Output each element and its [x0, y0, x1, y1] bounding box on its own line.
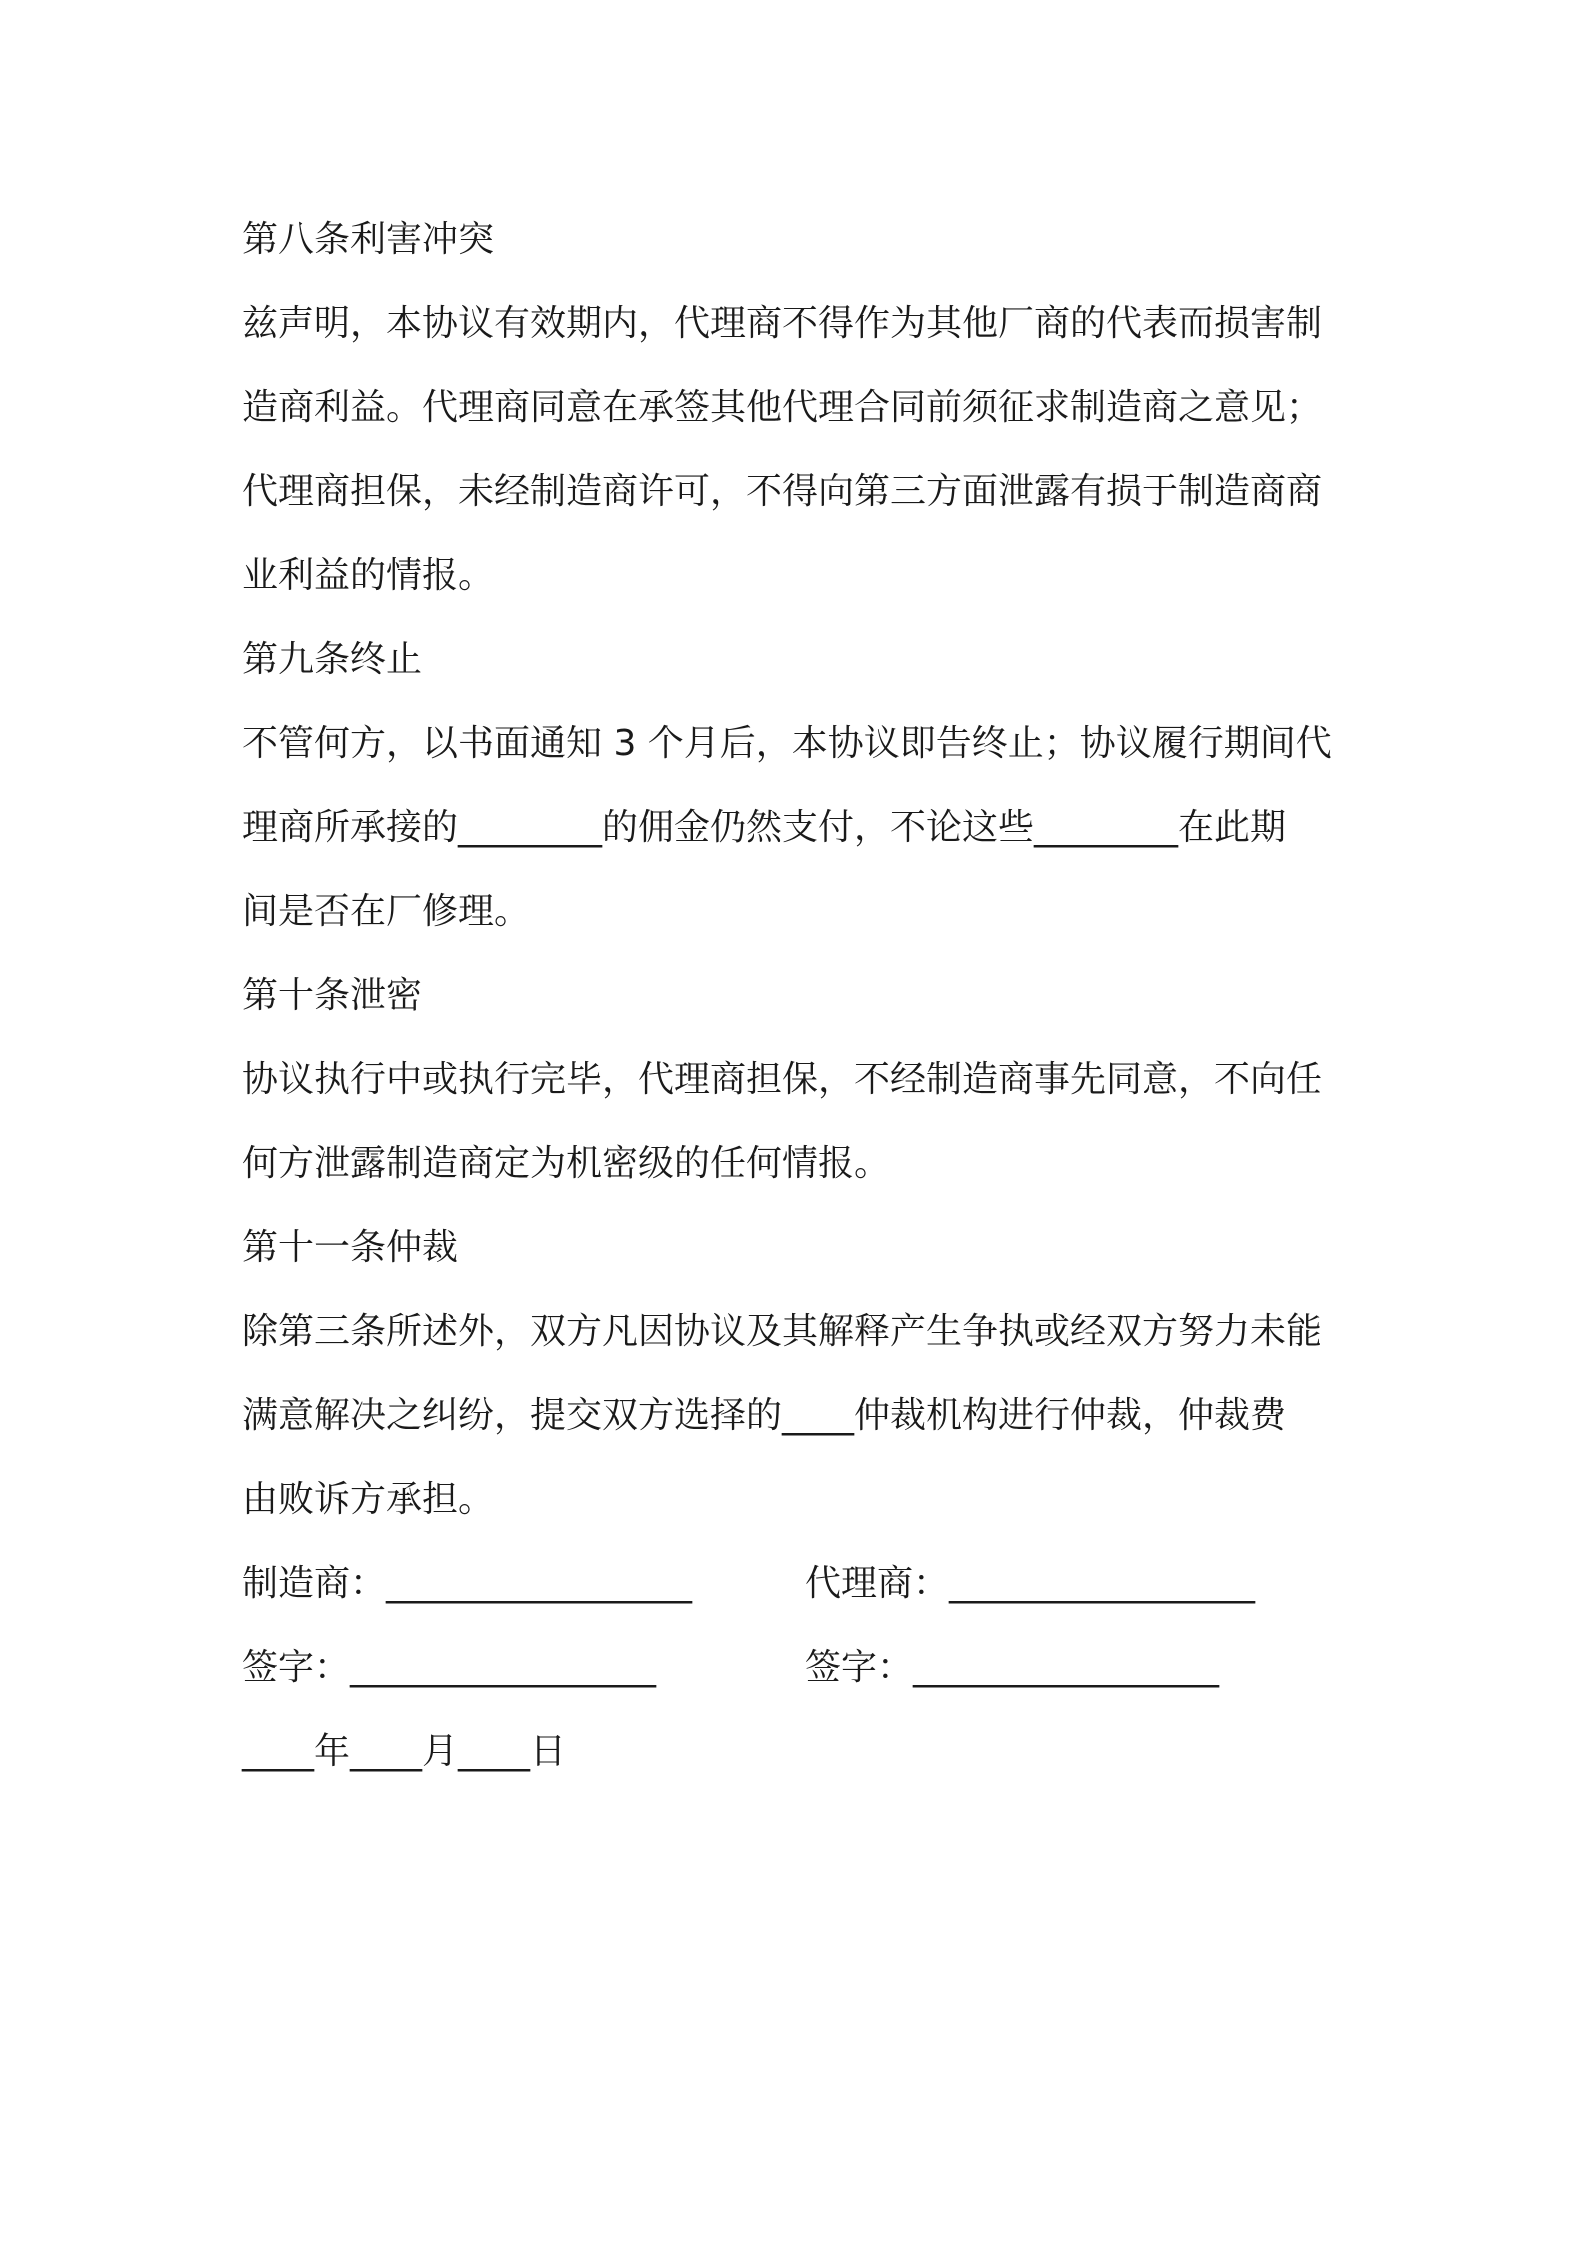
article-8-text-line: 造商利益。代理商同意在承签其他代理合同前须征求制造商之意见；: [242, 387, 1323, 428]
date-line: ____年____月____日: [242, 1731, 567, 1772]
article-8-text-line: 兹声明，本协议有效期内，代理商不得作为其他厂商的代表而损害制: [242, 303, 1323, 344]
article-9-text-line: 间是否在厂修理。: [242, 891, 531, 932]
article-11-text-line: 由败诉方承担。: [242, 1479, 495, 1520]
manufacturer-signature-field: 签字：_________________: [242, 1647, 657, 1688]
article-10-text-line: 协议执行中或执行完毕，代理商担保，不经制造商事先同意，不向任: [242, 1059, 1323, 1100]
article-8-text-line: 代理商担保，未经制造商许可，不得向第三方面泄露有损于制造商商: [242, 471, 1323, 512]
article-11-text-line: 满意解决之纠纷，提交双方选择的____仲裁机构进行仲裁，仲裁费: [242, 1395, 1287, 1436]
article-10-text-line: 何方泄露制造商定为机密级的任何情报。: [242, 1143, 891, 1184]
article-11-text-line: 除第三条所述外，双方凡因协议及其解释产生争执或经双方努力未能: [242, 1311, 1323, 1352]
article-10-heading: 第十条泄密: [242, 975, 423, 1016]
article-8-heading: 第八条利害冲突: [242, 219, 495, 260]
article-9-text-line: 不管何方，以书面通知 3 个月后，本协议即告终止；协议履行期间代: [242, 723, 1332, 764]
article-11-heading: 第十一条仲裁: [242, 1227, 459, 1268]
manufacturer-field: 制造商：_________________: [242, 1563, 693, 1604]
party-signature-row: [242, 1542, 1362, 1626]
document-body: [242, 198, 1362, 1794]
article-9-heading: 第九条终止: [242, 639, 423, 680]
agent-field: 代理商：_________________: [805, 1563, 1256, 1604]
article-9-text-line: 理商所承接的________的佣金仍然支付，不论这些________在此期: [242, 807, 1287, 848]
signature-row: [242, 1626, 1362, 1710]
agent-signature-field: 签字：_________________: [805, 1647, 1220, 1688]
article-8-text-line: 业利益的情报。: [242, 555, 495, 596]
